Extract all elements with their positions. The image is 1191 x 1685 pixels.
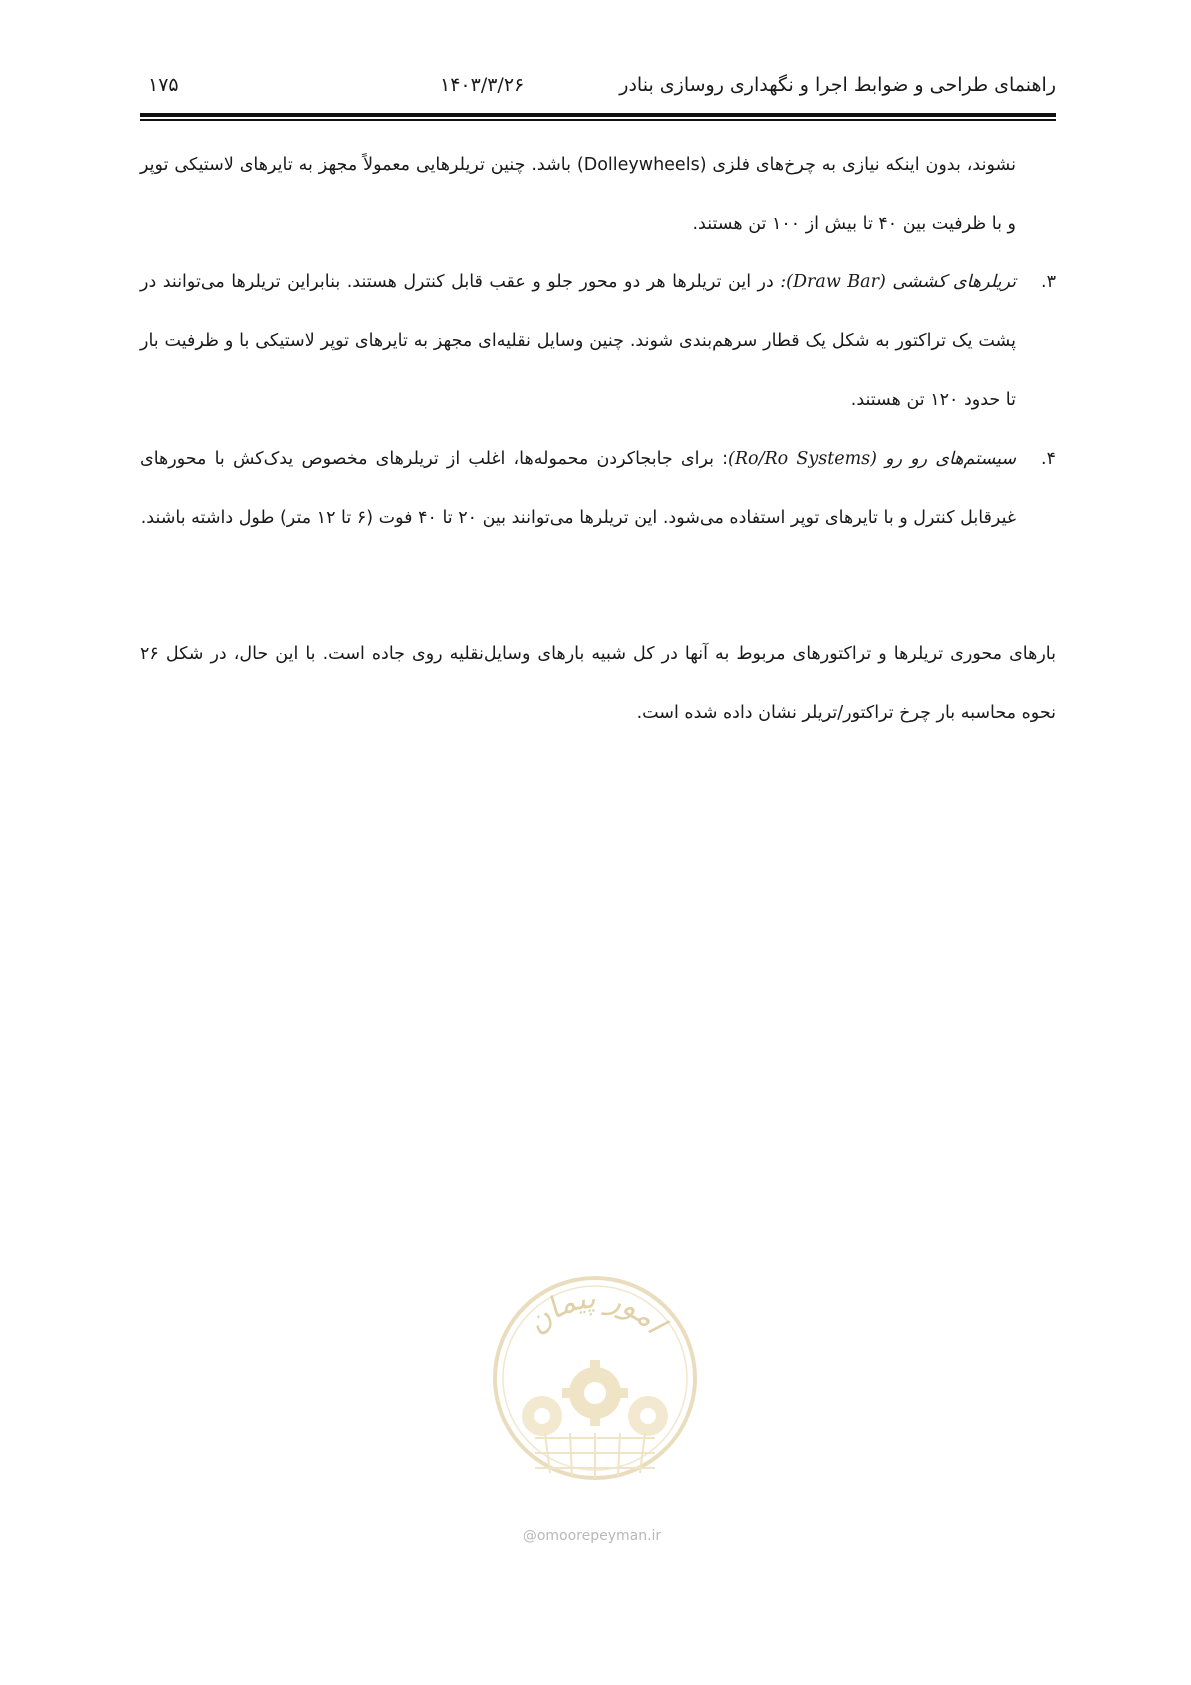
final-paragraph: بارهای محوری تریلرها و تراکتورهای مربوط به آنها در کل شبیه بارهای وسایل‌نقلیه روی جاده است. با این حال، در شکل ۲۶ نحوه محاسبه بار چرخ تراکتور/تریلر نشان داده شده است. bbox=[140, 644, 1056, 723]
page-header bbox=[140, 74, 1056, 108]
gear-icon bbox=[522, 1396, 562, 1436]
watermark-arc-text: امور پیمان bbox=[519, 1280, 672, 1341]
page-number: ۱۷۵ bbox=[148, 74, 179, 96]
list-item-4 bbox=[140, 430, 1056, 548]
header-rule-thick bbox=[140, 113, 1056, 117]
numbered-list bbox=[140, 253, 1056, 548]
gear-icon bbox=[628, 1396, 668, 1436]
document-date: ۱۴۰۳/۳/۲۶ bbox=[440, 74, 525, 96]
list-number: ۴. bbox=[1041, 449, 1056, 469]
watermark-url: @omoorepeyman.ir bbox=[522, 1528, 662, 1544]
header-rule-thin bbox=[140, 119, 1056, 121]
list-number: ۳. bbox=[1041, 272, 1056, 292]
svg-text:امور پیمان bbox=[519, 1281, 674, 1343]
watermark-logo bbox=[490, 1268, 700, 1518]
list-item-3 bbox=[140, 253, 1056, 430]
document-title: راهنمای طراحی و ضوابط اجرا و نگهداری روسازی بنادر bbox=[619, 74, 1056, 96]
list-text: : برای جابجاکردن محموله‌ها، اغلب از تریلرهای مخصوص یدک‌کش با محورهای غیرقابل کنترل و با تایرهای توپر استفاده می‌شود. این تریلرها می‌توانند بین ۲۰ تا ۴۰ فوت (۶ تا ۱۲ متر) طول داشته باشند. bbox=[140, 449, 1016, 528]
list-term: سیستم‌های رو رو (Ro/Ro Systems) bbox=[728, 449, 1017, 469]
grid-icon bbox=[535, 1433, 655, 1478]
list-text: در این تریلرها هر دو محور جلو و عقب قابل کنترل هستند. بنابراین تریلرها می‌توانند در پشت یک تراکتور به شکل یک قطار سرهم‌بندی شوند. چنین وسایل نقلیه‌ای مجهز به تایرهای توپر لاستیکی با و ظرفیت بار تا حدود ۱۲۰ تن هستند. bbox=[140, 272, 1016, 410]
continuation-paragraph: نشوند، بدون اینکه نیازی به چرخ‌های فلزی (Dolleywheels) باشد. چنین تریلرهایی معمولاً مجهز به تایرهای لاستیکی توپر و با ظرفیت بین ۴۰ تا بیش از ۱۰۰ تن هستند. bbox=[140, 155, 1016, 234]
gear-icon bbox=[562, 1360, 628, 1426]
list-term: تریلرهای کششی (Draw Bar): bbox=[780, 272, 1017, 292]
